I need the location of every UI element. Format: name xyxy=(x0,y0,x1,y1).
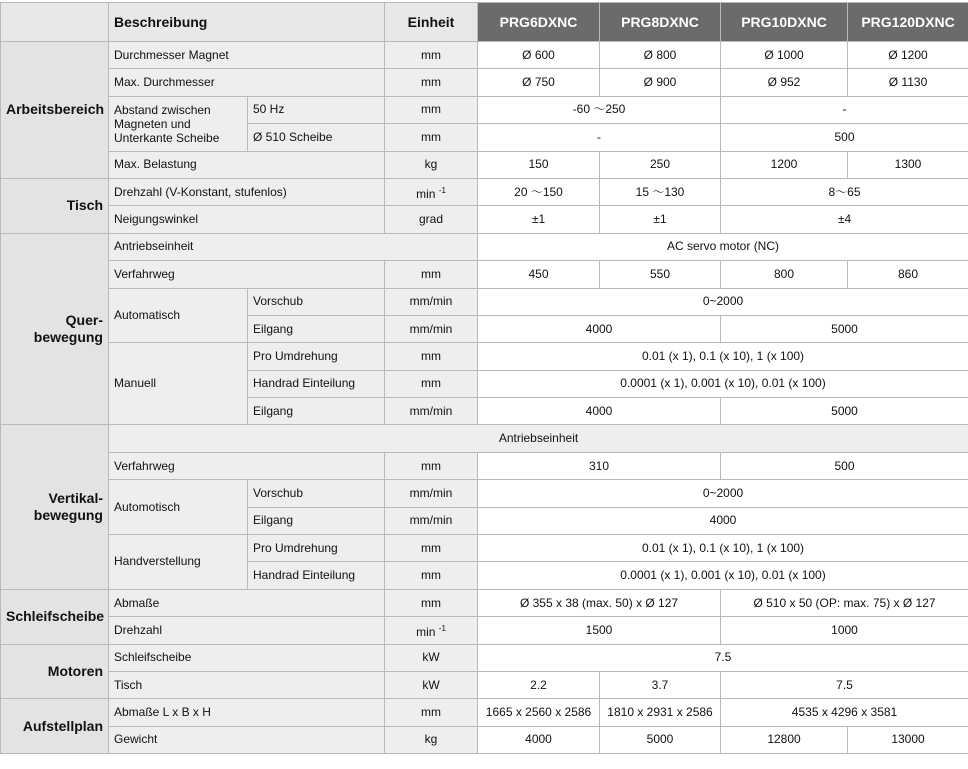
row-label: Max. Durchmesser xyxy=(109,69,385,96)
value-cell: 0~2000 xyxy=(478,480,968,507)
value-cell: 5000 xyxy=(600,726,721,753)
row-label: Abmaße L x B x H xyxy=(109,699,385,726)
table-row xyxy=(1,288,968,315)
value-cell: 150 xyxy=(478,151,600,178)
category-motoren: Motoren xyxy=(1,644,109,699)
spec-table xyxy=(0,2,968,754)
row-label: Pro Umdrehung xyxy=(248,343,385,370)
row-label: Gewicht xyxy=(109,726,385,753)
row-label: Abmaße xyxy=(109,589,385,616)
value-cell: 20 ～150 xyxy=(478,178,600,205)
row-label: Eilgang xyxy=(248,315,385,342)
unit-text: min xyxy=(416,624,436,639)
row-label: Neigungswinkel xyxy=(109,206,385,233)
row-unit: mm xyxy=(385,96,478,123)
row-unit: mm xyxy=(385,699,478,726)
value-cell: 4000 xyxy=(478,315,721,342)
unit-superscript: -1 xyxy=(438,623,446,633)
row-unit: mm xyxy=(385,42,478,69)
table-row xyxy=(1,452,968,479)
value-cell: Ø 900 xyxy=(600,69,721,96)
value-cell: Ø 1000 xyxy=(721,42,848,69)
header-blank xyxy=(1,3,109,42)
value-cell: 3.7 xyxy=(600,671,721,698)
value-cell: 1500 xyxy=(478,617,721,644)
value-cell: Ø 952 xyxy=(721,69,848,96)
value-cell: Ø 1200 xyxy=(848,42,968,69)
row-label: Vorschub xyxy=(248,288,385,315)
category-vertikalbewegung: Vertikal- bewegung xyxy=(1,425,109,589)
value-cell: 4000 xyxy=(478,726,600,753)
value-cell: 0~2000 xyxy=(478,288,968,315)
row-unit: mm/min xyxy=(385,315,478,342)
row-label: Drehzahl (V-Konstant, stufenlos) xyxy=(109,178,385,205)
row-group-label: Automatisch xyxy=(109,288,248,343)
table-row xyxy=(1,233,968,260)
table-row xyxy=(1,206,968,233)
row-label: Antriebseinheit xyxy=(109,233,478,260)
value-cell: Ø 750 xyxy=(478,69,600,96)
value-cell: 12800 xyxy=(721,726,848,753)
row-unit xyxy=(385,178,478,205)
header-model-prg6dxnc: PRG6DXNC xyxy=(478,3,600,42)
category-tisch: Tisch xyxy=(1,178,109,233)
row-unit: mm/min xyxy=(385,288,478,315)
value-cell: Ø 510 x 50 (OP: max. 75) x Ø 127 xyxy=(721,589,968,616)
header-model-prg120dxnc: PRG120DXNC xyxy=(848,3,968,42)
table-row xyxy=(1,480,968,507)
row-label: Tisch xyxy=(109,671,385,698)
header-einheit: Einheit xyxy=(385,3,478,42)
row-unit: kW xyxy=(385,671,478,698)
table-row xyxy=(1,151,968,178)
row-label: Verfahrweg xyxy=(109,452,385,479)
row-label: Vorschub xyxy=(248,480,385,507)
row-unit: mm xyxy=(385,535,478,562)
category-aufstellplan: Aufstellplan xyxy=(1,699,109,754)
table-row xyxy=(1,261,968,288)
value-cell: 1200 xyxy=(721,151,848,178)
value-cell: ±1 xyxy=(600,206,721,233)
value-cell: 1810 x 2931 x 2586 xyxy=(600,699,721,726)
table-row xyxy=(1,617,968,644)
value-cell: 5000 xyxy=(721,315,968,342)
row-label: Max. Belastung xyxy=(109,151,385,178)
header-model-prg10dxnc: PRG10DXNC xyxy=(721,3,848,42)
value-cell: 7.5 xyxy=(478,644,968,671)
value-cell: 0.0001 (x 1), 0.001 (x 10), 0.01 (x 100) xyxy=(478,370,968,397)
value-cell: Ø 600 xyxy=(478,42,600,69)
row-unit: mm xyxy=(385,343,478,370)
value-cell: 4000 xyxy=(478,398,721,425)
table-row xyxy=(1,42,968,69)
value-cell: Ø 355 x 38 (max. 50) x Ø 127 xyxy=(478,589,721,616)
row-label: Schleifscheibe xyxy=(109,644,385,671)
value-cell: 5000 xyxy=(721,398,968,425)
row-unit: mm xyxy=(385,69,478,96)
row-unit: mm xyxy=(385,370,478,397)
value-cell: 4000 xyxy=(478,507,968,534)
value-cell: 550 xyxy=(600,261,721,288)
row-label: Pro Umdrehung xyxy=(248,535,385,562)
table-row xyxy=(1,343,968,370)
row-unit xyxy=(385,617,478,644)
table-row xyxy=(1,589,968,616)
table-row xyxy=(1,178,968,205)
header-beschreibung: Beschreibung xyxy=(109,3,385,42)
value-cell: - xyxy=(721,96,968,123)
table-row xyxy=(1,644,968,671)
table-row xyxy=(1,535,968,562)
value-cell: 1300 xyxy=(848,151,968,178)
value-cell: ±4 xyxy=(721,206,968,233)
value-cell: 7.5 xyxy=(721,671,968,698)
table-row xyxy=(1,69,968,96)
row-unit: mm xyxy=(385,261,478,288)
table-row xyxy=(1,726,968,753)
value-cell: 4535 x 4296 x 3581 xyxy=(721,699,968,726)
value-cell: 0.0001 (x 1), 0.001 (x 10), 0.01 (x 100) xyxy=(478,562,968,589)
table-row xyxy=(1,699,968,726)
row-unit: mm xyxy=(385,452,478,479)
category-arbeitsbereich: Arbeitsbereich xyxy=(1,42,109,179)
row-unit: kg xyxy=(385,726,478,753)
value-cell: 250 xyxy=(600,151,721,178)
unit-text: min xyxy=(416,186,436,201)
value-cell: 310 xyxy=(478,452,721,479)
table-row xyxy=(1,671,968,698)
value-cell: 450 xyxy=(478,261,600,288)
row-unit: mm xyxy=(385,589,478,616)
table-row xyxy=(1,425,968,452)
row-label: Handrad Einteilung xyxy=(248,370,385,397)
value-cell: 860 xyxy=(848,261,968,288)
row-group-label: Abstand zwischen Magneten und Unterkante Scheibe xyxy=(109,96,248,151)
row-label: Verfahrweg xyxy=(109,261,385,288)
value-cell: 13000 xyxy=(848,726,968,753)
row-unit: mm xyxy=(385,562,478,589)
row-label: Durchmesser Magnet xyxy=(109,42,385,69)
value-cell: 0.01 (x 1), 0.1 (x 10), 1 (x 100) xyxy=(478,343,968,370)
row-unit: mm xyxy=(385,124,478,151)
category-querbewegung: Quer- bewegung xyxy=(1,233,109,425)
row-unit: mm/min xyxy=(385,507,478,534)
row-group-label: Handverstellung xyxy=(109,535,248,590)
row-label: Antriebseinheit xyxy=(109,425,968,452)
row-label: 50 Hz xyxy=(248,96,385,123)
row-unit: kg xyxy=(385,151,478,178)
value-cell: 1000 xyxy=(721,617,968,644)
value-cell: 500 xyxy=(721,124,968,151)
header-row xyxy=(1,3,968,42)
value-cell: Ø 1130 xyxy=(848,69,968,96)
row-label: Drehzahl xyxy=(109,617,385,644)
value-cell: 8～65 xyxy=(721,178,968,205)
value-cell: 0.01 (x 1), 0.1 (x 10), 1 (x 100) xyxy=(478,535,968,562)
category-schleifscheibe: Schleifscheibe xyxy=(1,589,109,644)
row-group-label: Automotisch xyxy=(109,480,248,535)
value-cell: 2.2 xyxy=(478,671,600,698)
value-cell: ±1 xyxy=(478,206,600,233)
value-cell: 800 xyxy=(721,261,848,288)
row-unit: mm/min xyxy=(385,398,478,425)
row-label: Eilgang xyxy=(248,398,385,425)
row-label: Handrad Einteilung xyxy=(248,562,385,589)
row-label: Ø 510 Scheibe xyxy=(248,124,385,151)
value-cell: Ø 800 xyxy=(600,42,721,69)
row-unit: grad xyxy=(385,206,478,233)
value-cell: -60 ～250 xyxy=(478,96,721,123)
row-unit: mm/min xyxy=(385,480,478,507)
row-group-label: Manuell xyxy=(109,343,248,425)
table-row xyxy=(1,96,968,123)
row-label: Eilgang xyxy=(248,507,385,534)
value-cell: 500 xyxy=(721,452,968,479)
value-cell: - xyxy=(478,124,721,151)
header-model-prg8dxnc: PRG8DXNC xyxy=(600,3,721,42)
value-cell: 15 ～130 xyxy=(600,178,721,205)
unit-superscript: -1 xyxy=(438,185,446,195)
value-cell: 1665 x 2560 x 2586 xyxy=(478,699,600,726)
value-cell: AC servo motor (NC) xyxy=(478,233,968,260)
row-unit: kW xyxy=(385,644,478,671)
